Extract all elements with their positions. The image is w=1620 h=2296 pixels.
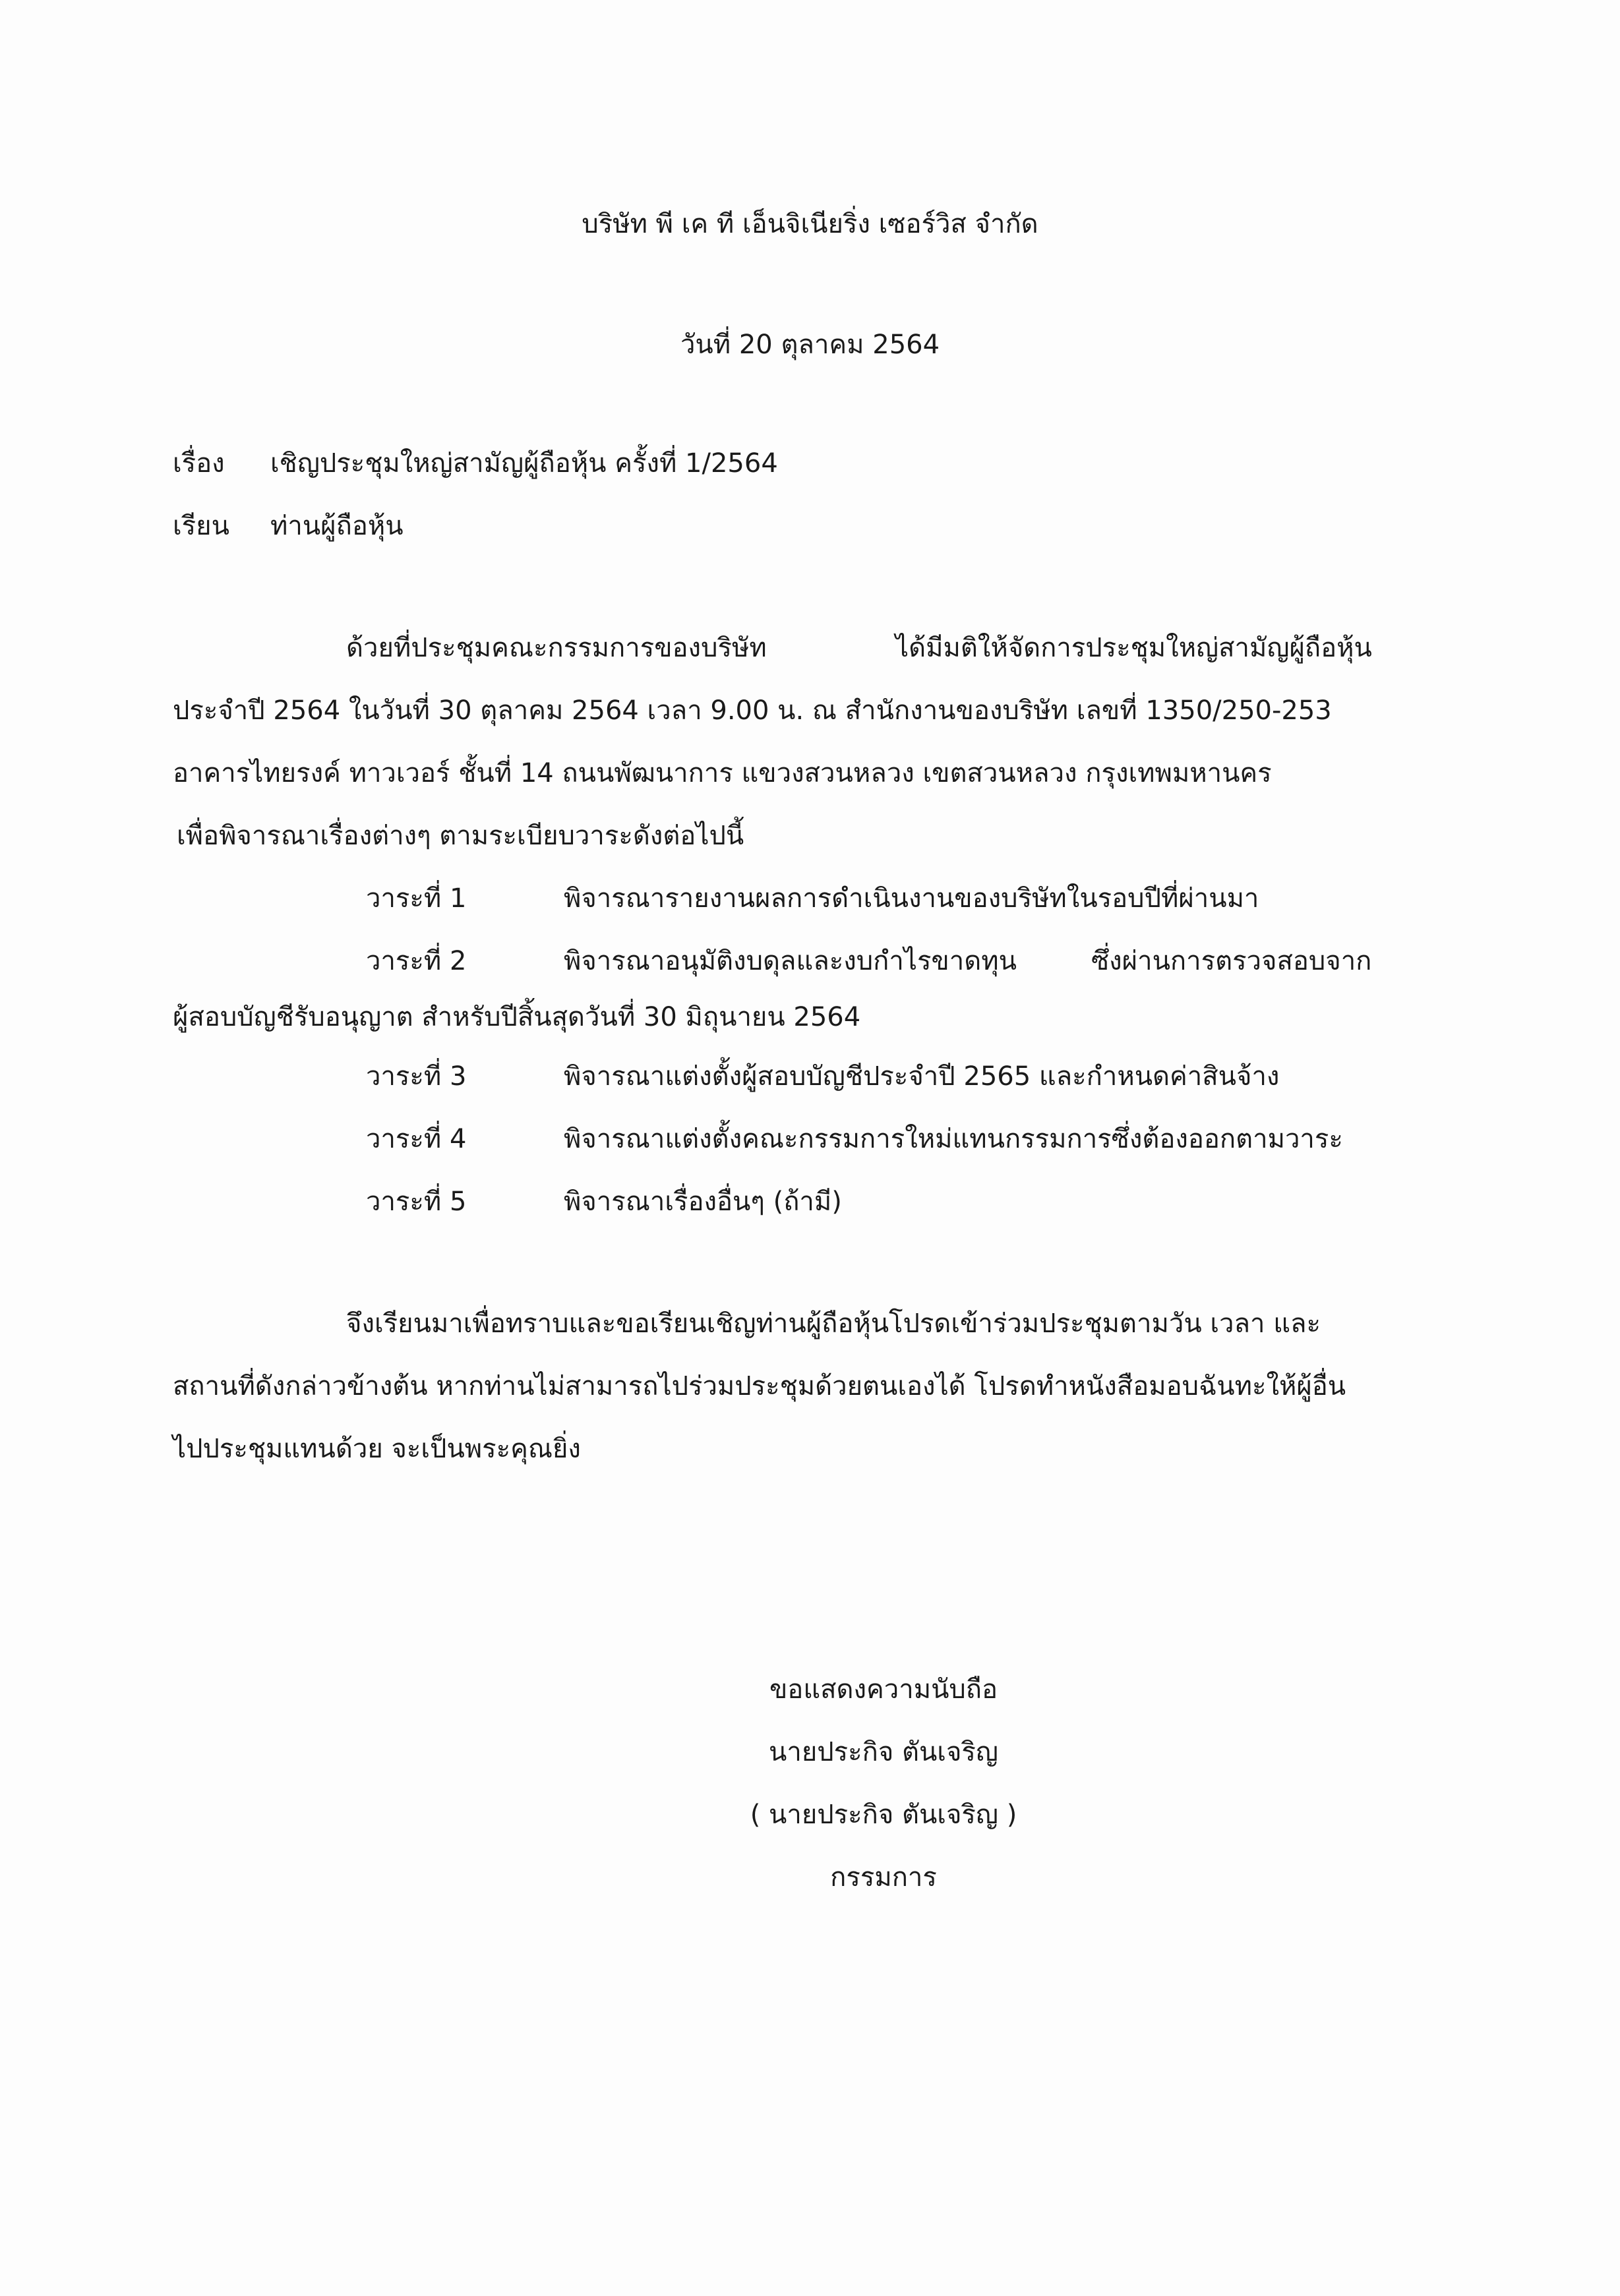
closing-line-1: จึงเรียนมาเพื่อทราบและขอเรียนเชิญท่านผู้ถือหุ้นโปรดเข้าร่วมประชุมตามวัน เวลา และ <box>346 1309 1321 1339</box>
subject-label: เรื่อง <box>173 448 225 479</box>
signatory-position: กรรมการ <box>830 1862 937 1893</box>
agenda-2-number: วาระที่ 2 <box>366 946 467 976</box>
company-name: บริษัท พี เค ที เอ็นจิเนียริ่ง เซอร์วิส จำกัด <box>582 209 1038 239</box>
intro-line-4: เพื่อพิจารณาเรื่องต่างๆ ตามระเบียบวาระดังต่อไปนี้ <box>177 821 744 851</box>
intro-line-1b: ได้มีมติให้จัดการประชุมใหญ่สามัญผู้ถือหุ้น <box>895 633 1372 663</box>
signed-name: นายประกิจ ตันเจริญ <box>769 1737 998 1767</box>
agenda-5-text: พิจารณาเรื่องอื่นๆ (ถ้ามี) <box>564 1187 842 1217</box>
printed-name: ( นายประกิจ ตันเจริญ ) <box>750 1800 1017 1830</box>
agenda-5-number: วาระที่ 5 <box>366 1187 467 1217</box>
recipient-label: เรียน <box>173 511 229 541</box>
closing-line-3: ไปประชุมแทนด้วย จะเป็นพระคุณยิ่ง <box>173 1434 581 1464</box>
agenda-3-text: พิจารณาแต่งตั้งผู้สอบบัญชีประจำปี 2565 และกำหนดค่าสินจ้าง <box>564 1061 1280 1092</box>
closing-line-2: สถานที่ดังกล่าวข้างต้น หากท่านไม่สามารถไปร่วมประชุมด้วยตนเองได้ โปรดทำหนังสือมอบฉันทะให้ผู้อื่น <box>173 1371 1346 1401</box>
agenda-2-continuation: ผู้สอบบัญชีรับอนุญาต สำหรับปีสิ้นสุดวันที่ 30 มิถุนายน 2564 <box>173 1002 861 1032</box>
agenda-3-number: วาระที่ 3 <box>366 1061 467 1092</box>
agenda-1-number: วาระที่ 1 <box>366 883 467 914</box>
agenda-4-number: วาระที่ 4 <box>366 1124 467 1154</box>
regards-text: ขอแสดงความนับถือ <box>769 1674 998 1705</box>
intro-line-1a: ด้วยที่ประชุมคณะกรรมการของบริษัท <box>346 633 767 663</box>
letter-date: วันที่ 20 ตุลาคม 2564 <box>680 330 940 360</box>
intro-line-3: อาคารไทยรงค์ ทาวเวอร์ ชั้นที่ 14 ถนนพัฒนาการ แขวงสวนหลวง เขตสวนหลวง กรุงเทพมหานคร <box>173 758 1272 788</box>
agenda-2-text: พิจารณาอนุมัติงบดุลและงบกำไรขาดทุน <box>564 946 1017 976</box>
subject-text: เชิญประชุมใหญ่สามัญผู้ถือหุ้น ครั้งที่ 1/2564 <box>270 448 778 479</box>
recipient-text: ท่านผู้ถือหุ้น <box>270 511 404 541</box>
agenda-2-text-b: ซึ่งผ่านการตรวจสอบจาก <box>1091 946 1372 976</box>
agenda-4-text: พิจารณาแต่งตั้งคณะกรรมการใหม่แทนกรรมการซึ่งต้องออกตามวาระ <box>564 1124 1343 1154</box>
intro-line-2: ประจำปี 2564 ในวันที่ 30 ตุลาคม 2564 เวลา 9.00 น. ณ สำนักงานของบริษัท เลขที่ 1350/250-253 <box>173 695 1332 726</box>
agenda-1-text: พิจารณารายงานผลการดำเนินงานของบริษัทในรอบปีที่ผ่านมา <box>564 883 1259 914</box>
